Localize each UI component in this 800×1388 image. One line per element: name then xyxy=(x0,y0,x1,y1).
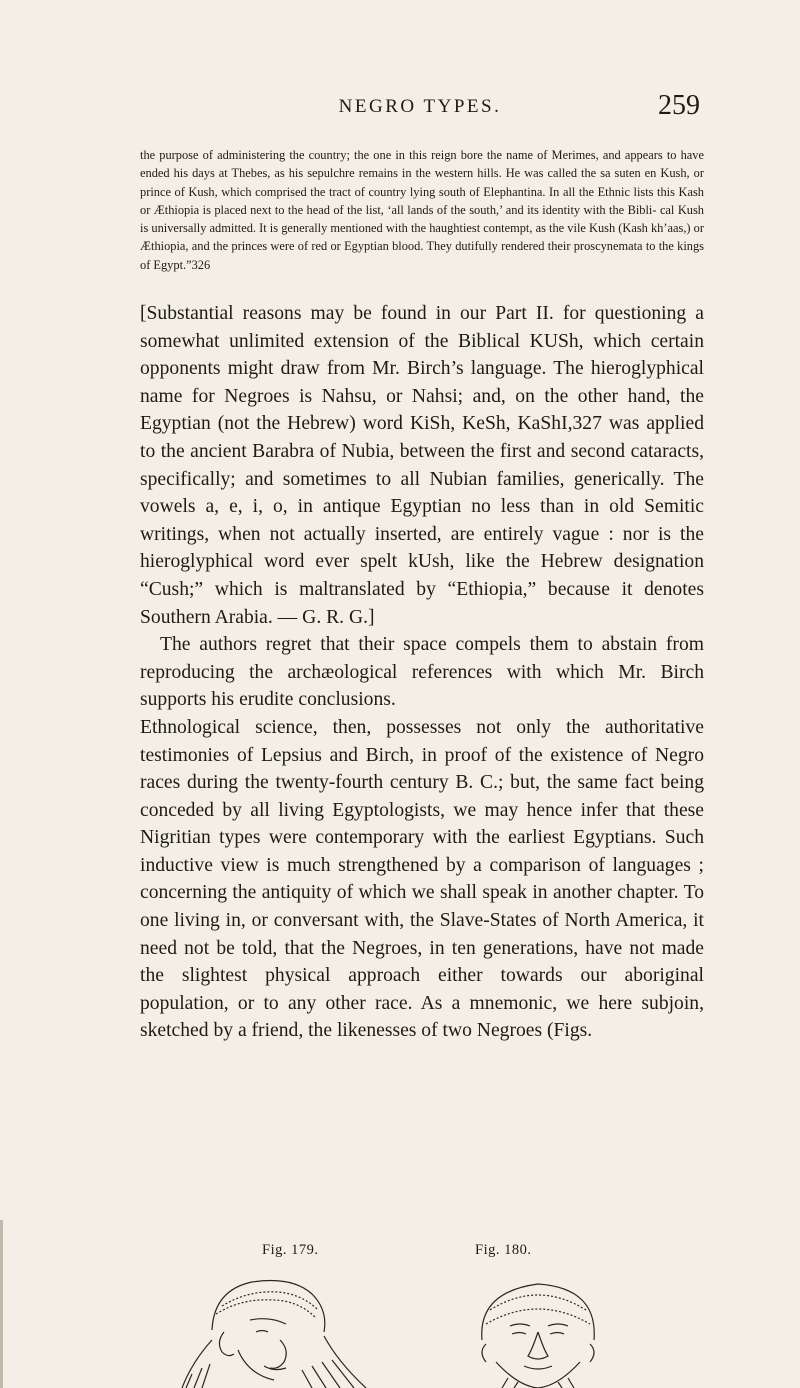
note-line: placed next to the head of the list, ‘all lands of the south,’ and its identity with the Bibli- xyxy=(214,202,657,217)
page-edge-shadow xyxy=(0,1220,3,1388)
note-text xyxy=(140,146,704,274)
note-line: as the vile Kush (Kash kh’aas,) or Æthiopia, and the princes were of red or Egyptian xyxy=(140,221,704,254)
note-line: the purpose of administering the country; the one in this reign bore the name of Merimes, xyxy=(140,148,599,162)
main-text xyxy=(140,300,704,1045)
figure-179-portrait xyxy=(152,1270,412,1388)
paragraph-ethnological-science: Ethnological science, then, possesses not only the authoritative testimonies of Lepsius and Birch, in proof of the existence of Negro races during the twenty-fourth century B. C.; but, the same fact being conceded by all living Egyptologists, we may hence infer that these Nigritian types were contemporary with the earliest Egyptians. Such inductive view is much strengthened by a comparison of languages ; concerning the antiquity of which we shall speak in another chapter. To one living in, or conversant with, the Slave-States of North America, it need not be told, that the Negroes, in ten generations, have not made the slightest physical approach either towards our aboriginal population, or to any other race. As a mnemonic, we here subjoin, sketched by a friend, the likenesses of two Negroes (Figs. xyxy=(140,716,704,1042)
paragraph-bracketed-note: [Substantial reasons may be found in our Part II. for questioning a somewhat unlimited extension of the Biblical KUSh, which certain opponents might draw from Mr. Birch’s language. The hieroglyphical name for Negroes is Nahsu, or Nahsi; and, on the other hand, the Egyptian (not the Hebrew) word KiSh, KeSh, KaShI,327 was applied to the ancient Barabra of Nubia, between the first and second cataracts, specifically; and sometimes to all Nubian families, generically. The vowels a, e, i, o, in antique Egyptian no less than in old Semitic writings, when not actually inserted, are entirely vague : nor is the hieroglyphical word ever spelt kUsh, like the Hebrew designation “Cush;” which is maltranslated by “Ethiopia,” because it denotes Southern Arabia. — G. R. G.] xyxy=(140,303,704,628)
figure-180-portrait xyxy=(438,1270,638,1388)
note-line: cal Kush is universally admitted. It is generally mentioned with the haughtiest contempt, xyxy=(140,202,704,236)
paragraph-authors-regret: The authors regret that their space compels them to abstain from reproducing the archæological references with which Mr. Birch supports his erudite conclusions. xyxy=(140,634,704,711)
note-line: and appears to have ended his days at Thebes, as his sepulchre remains in the western xyxy=(140,148,704,181)
note-line: hills. He was called the sa suten en Kush, or prince of Kush, which comprised the tract xyxy=(140,166,704,199)
note-line: blood. They dutifully rendered their proscynemata to the kings of Egypt.”326 xyxy=(140,239,704,272)
footnote-continuation xyxy=(140,146,704,274)
note-line: of country lying south of Elephantina. In all the Ethnic lists this Kash or Æthiopia is xyxy=(140,184,704,217)
running-title: NEGRO TYPES. xyxy=(338,96,502,117)
figure-179-label: Fig. 179. xyxy=(262,1242,319,1258)
running-header xyxy=(140,90,700,122)
figure-180-label: Fig. 180. xyxy=(475,1242,532,1258)
page-number: 259 xyxy=(658,90,700,121)
